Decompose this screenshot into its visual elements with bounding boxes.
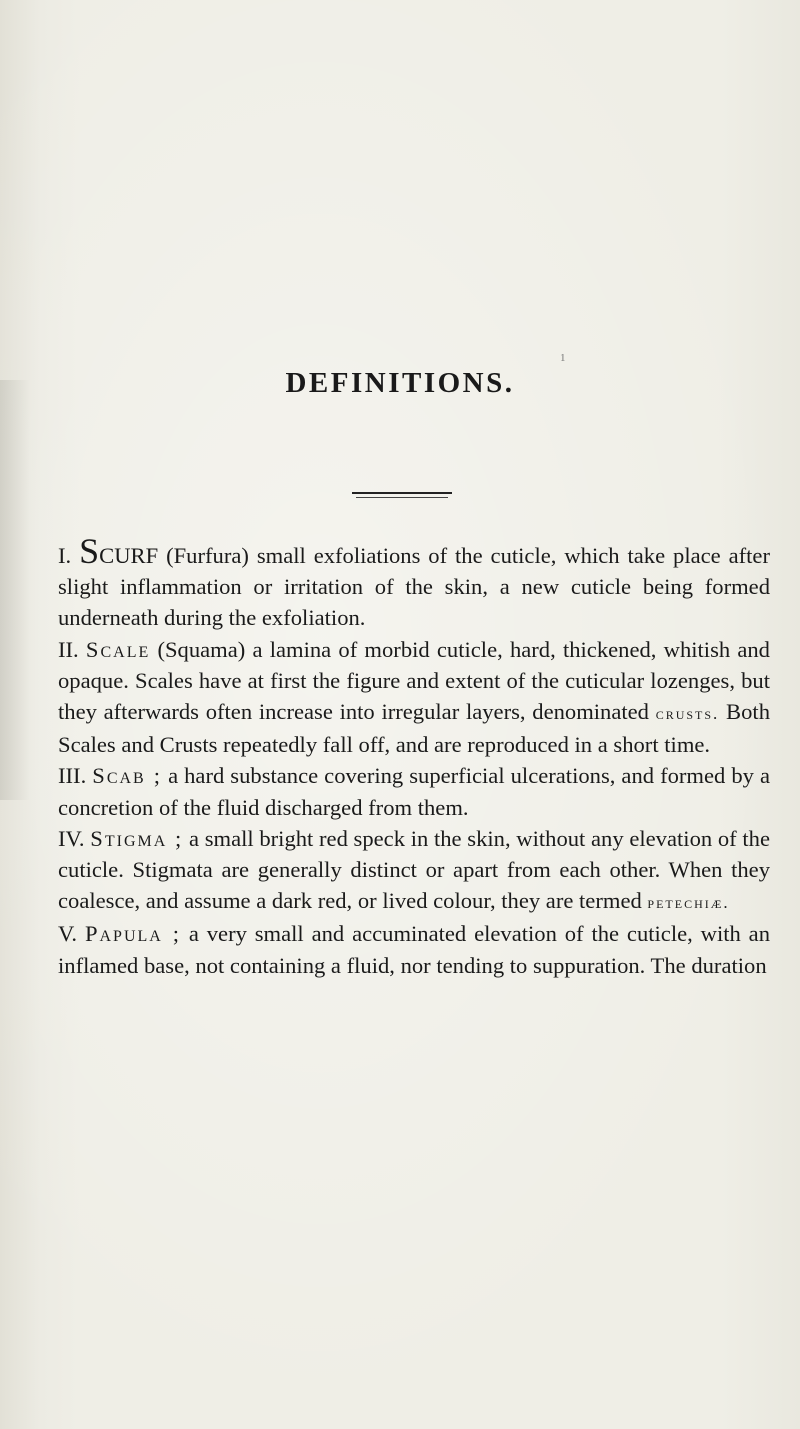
definition-entry-5 — [58, 918, 770, 980]
definition-entry-4 — [58, 823, 770, 919]
entry-term: Papula ; — [84, 921, 181, 947]
definition-entry-2 — [58, 634, 770, 761]
entry-latin: (Furfura) — [166, 543, 249, 568]
entry-term: Scale — [85, 636, 151, 662]
entry-term: CURF — [99, 543, 159, 568]
entry-emphasis: crusts. — [655, 704, 720, 724]
entry-emphasis: petechiæ. — [647, 893, 730, 913]
entry-text: a lamina of morbid cuticle, hard, thickened, whitish and opaque. Scales have at first the figure and extent of the cuticular lozenges, but they afterwards often increase into irregular layers, denominated — [58, 636, 770, 725]
definition-entry-1 — [58, 531, 770, 634]
entry-term: Scab ; — [92, 763, 163, 789]
definition-entry-3 — [58, 760, 770, 822]
entry-term: Stigma ; — [90, 825, 184, 851]
entry-numeral: II. — [58, 636, 79, 662]
entry-numeral: V. — [58, 921, 78, 947]
definitions-body — [58, 531, 770, 981]
drop-initial: S — [79, 531, 100, 571]
entry-numeral: I. — [58, 543, 72, 568]
entry-text: a small bright red speck in the skin, without any elevation of the cuticle. Stigmata are generally distinct or apart from each other. When they coalesce, and assume a dark red, or lived colour, they are termed — [58, 825, 770, 914]
entry-text: a very small and accuminated elevation of the cuticle, with an inflamed base, not containing a fluid, nor tending to suppuration. The duration — [58, 921, 770, 978]
entry-text-continued: Both Scales and Crusts repeatedly fall off, and are reproduced in a short time. — [58, 699, 770, 758]
heading-rule — [352, 492, 452, 494]
heading-rule-secondary — [356, 497, 448, 498]
entry-numeral: III. — [58, 763, 87, 789]
page-gutter-shadow — [0, 380, 30, 800]
entry-numeral: IV. — [58, 825, 85, 851]
entry-latin: (Squama) — [157, 636, 246, 662]
entry-text: small exfoliations of the cuticle, which take place after slight inflammation or irritation of the skin, a new cuticle being formed underneath during the exfoliation. — [58, 543, 770, 631]
corner-mark: 1 — [560, 352, 566, 364]
page-heading: DEFINITIONS. — [285, 367, 515, 399]
entry-text: a hard substance covering superficial ulcerations, and formed by a concretion of the fluid discharged from them. — [58, 763, 770, 820]
